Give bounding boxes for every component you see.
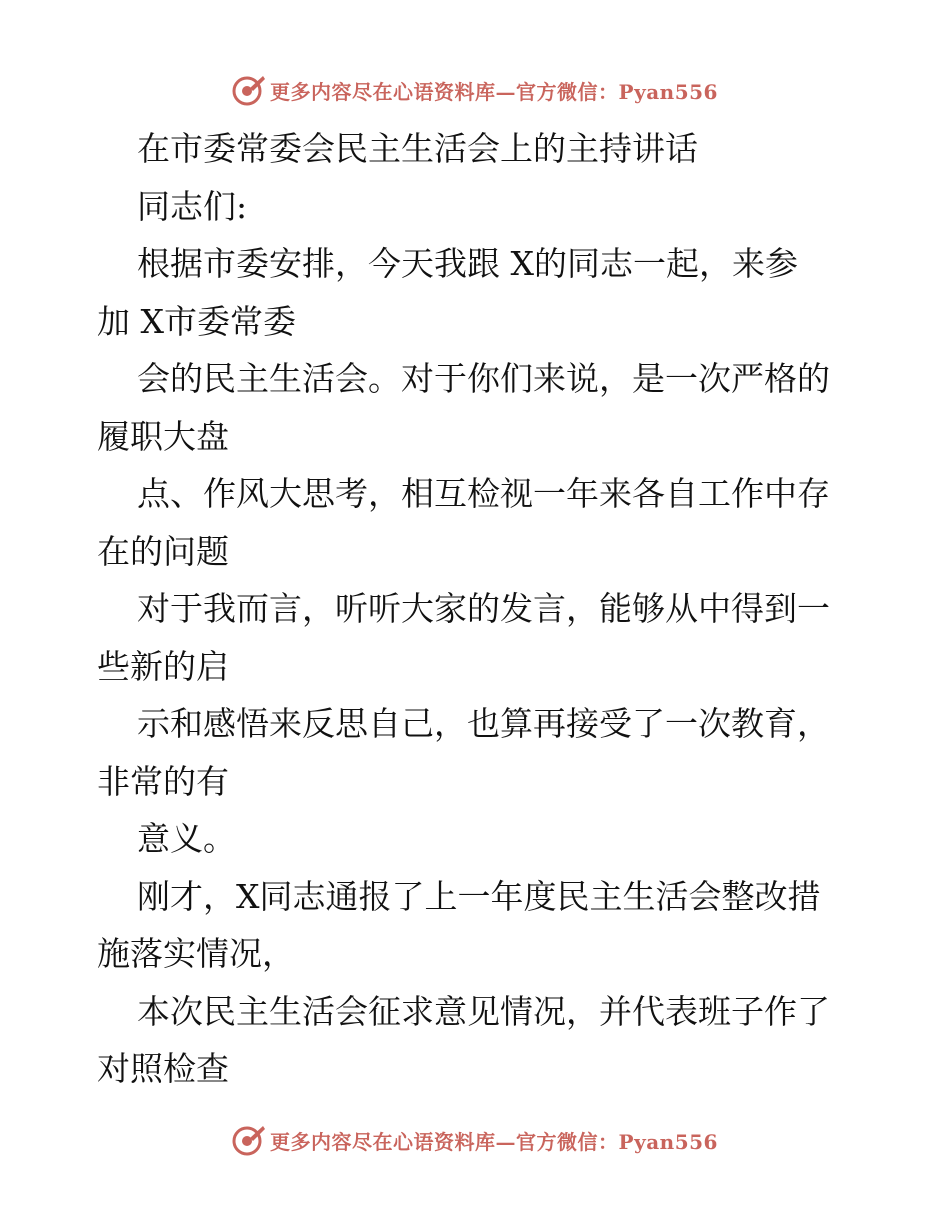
watermark-text: 更多内容尽在心语资料库—官方微信：Pyan556 — [270, 1129, 718, 1154]
text-line: 些新的启 — [97, 646, 229, 686]
document-body — [97, 120, 857, 1098]
text-line: 点、作风大思考，相互检视一年来各自工作中存 — [137, 474, 830, 513]
text-line: 在的问题 — [97, 531, 229, 571]
watermark-logo-icon — [232, 73, 266, 107]
footer-watermark — [0, 1120, 950, 1160]
text-line: 同志们: — [137, 186, 248, 226]
text-line: 意义。 — [137, 819, 236, 858]
text-line: 对照检查 — [97, 1049, 229, 1088]
text-line: 加 X市委常委 — [97, 301, 296, 341]
text-line: 刚才，X同志通报了上一年度民主生活会整改措 — [137, 876, 821, 916]
text-line: 非常的有 — [97, 761, 229, 801]
text-line: 示和感悟来反思自己，也算再接受了一次教育， — [137, 704, 830, 743]
text-line: 根据市委安排，今天我跟 X的同志一起，来参 — [137, 244, 798, 283]
header-watermark — [0, 70, 950, 110]
text-line: 本次民主生活会征求意见情况，并代表班子作了 — [137, 991, 830, 1031]
watermark-text: 更多内容尽在心语资料库—官方微信：Pyan556 — [270, 79, 718, 104]
text-line: 在市委常委会民主生活会上的主持讲话 — [137, 129, 698, 168]
text-line: 履职大盘 — [97, 416, 229, 456]
text-line: 对于我而言，听听大家的发言，能够从中得到一 — [137, 589, 830, 628]
text-line: 会的民主生活会。对于你们来说，是一次严格的 — [137, 359, 830, 398]
text-line: 施落实情况， — [97, 934, 295, 973]
watermark-logo-icon — [232, 1123, 266, 1157]
